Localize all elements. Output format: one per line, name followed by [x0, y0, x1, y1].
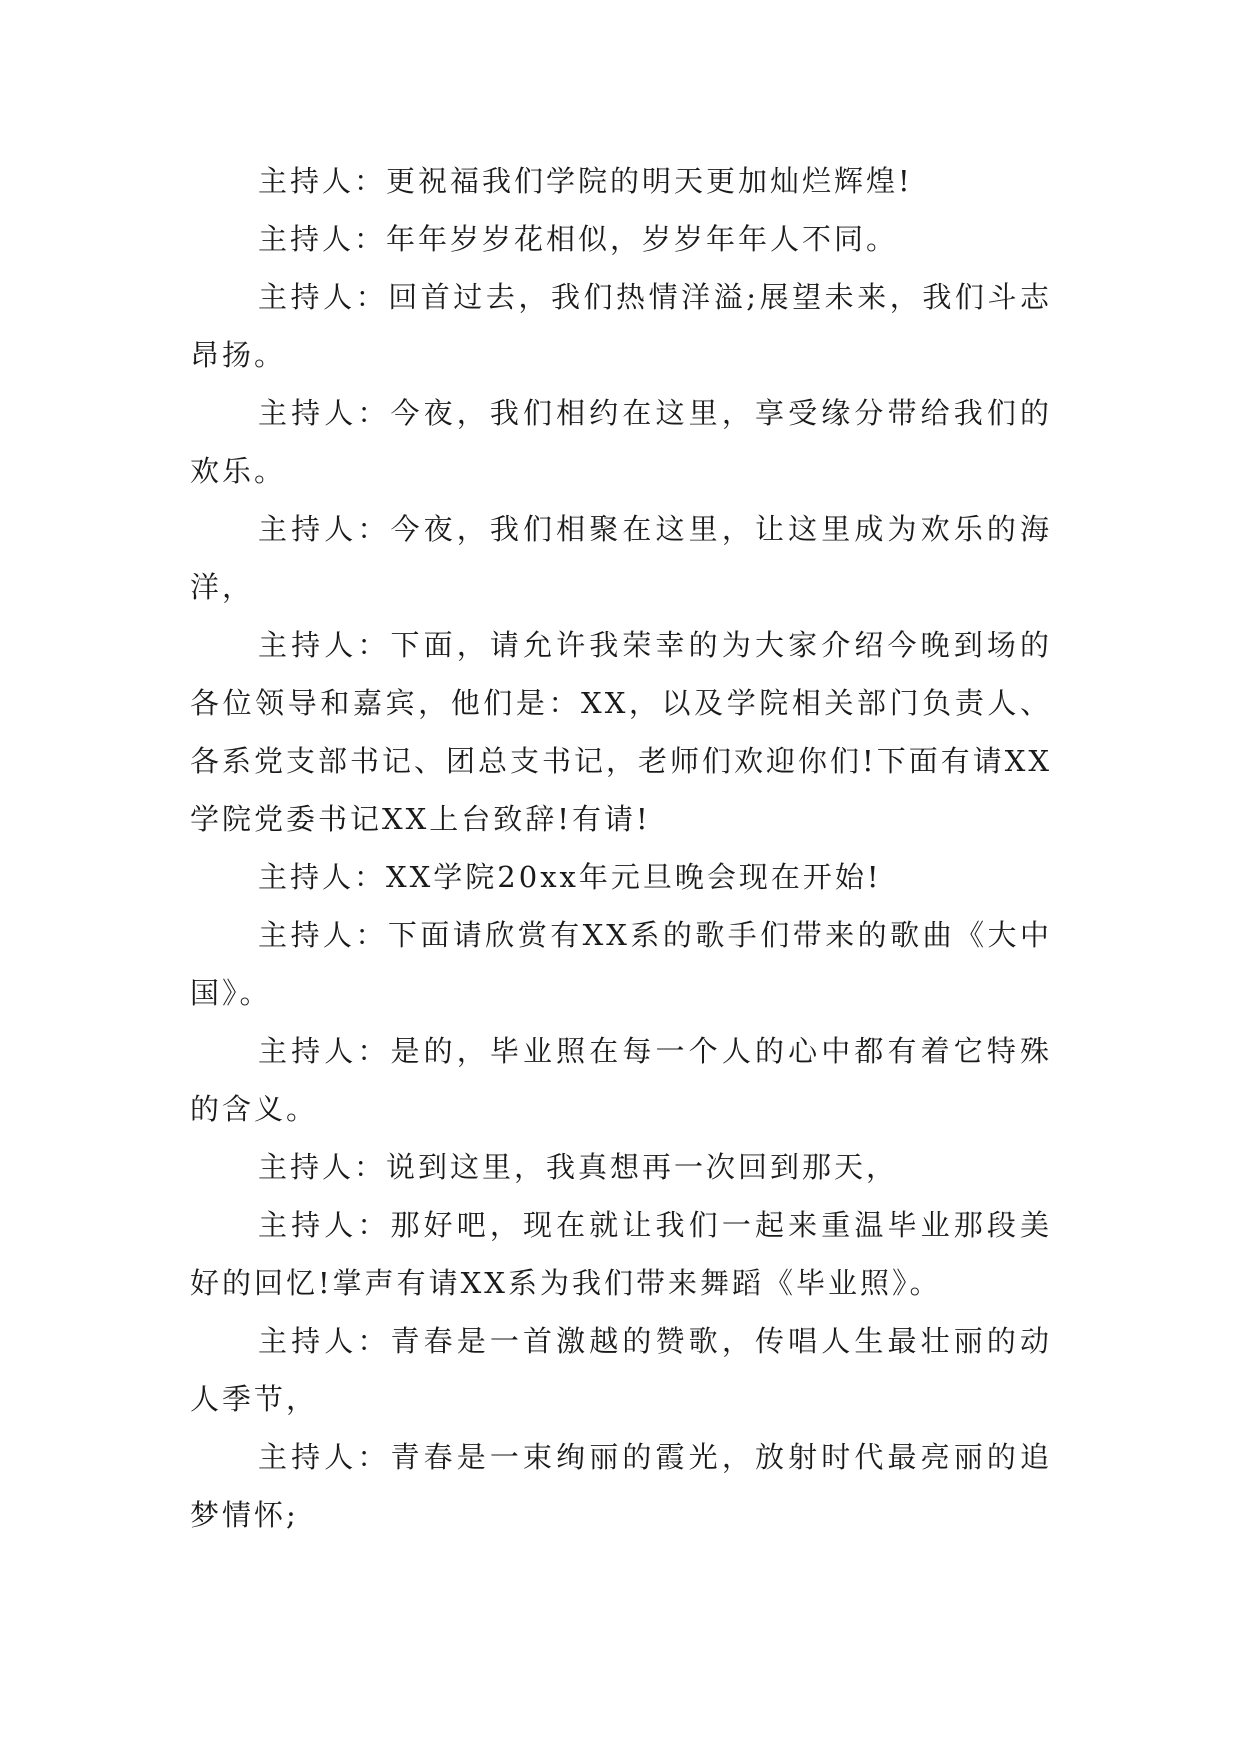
paragraph: 主持人：更祝福我们学院的明天更加灿烂辉煌! — [258, 164, 913, 198]
paragraph: 主持人：今夜，我们相约在这里，享受缘分带给我们的欢乐。 — [190, 396, 1052, 488]
document-body — [190, 152, 1052, 1544]
paragraph: 主持人：那好吧，现在就让我们一起来重温毕业那段美好的回忆!掌声有请XX系为我们带来舞蹈《毕业照》。 — [190, 1208, 1052, 1300]
paragraph: 主持人：年年岁岁花相似，岁岁年年人不同。 — [258, 222, 899, 256]
paragraph: 主持人：回首过去，我们热情洋溢;展望未来，我们斗志昂扬。 — [190, 280, 1052, 372]
paragraph: 主持人：说到这里，我真想再一次回到那天， — [258, 1150, 899, 1184]
paragraph: 主持人：下面，请允许我荣幸的为大家介绍今晚到场的各位领导和嘉宾，他们是：XX，以及学院相关部门负责人、各系党支部书记、团总支书记，老师们欢迎你们!下面有请XX学院党委书记XX上台致辞!有请! — [190, 628, 1052, 836]
paragraph: 主持人：青春是一首激越的赞歌，传唱人生最壮丽的动人季节， — [190, 1324, 1052, 1416]
paragraph: 主持人：XX学院20xx年元旦晚会现在开始! — [258, 860, 882, 894]
paragraph: 主持人：青春是一束绚丽的霞光，放射时代最亮丽的追梦情怀; — [190, 1440, 1052, 1532]
paragraph: 主持人：今夜，我们相聚在这里，让这里成为欢乐的海洋， — [190, 512, 1052, 604]
paragraph: 主持人：是的，毕业照在每一个人的心中都有着它特殊的含义。 — [190, 1034, 1052, 1126]
paragraph: 主持人：下面请欣赏有XX系的歌手们带来的歌曲《大中国》。 — [190, 918, 1052, 1010]
